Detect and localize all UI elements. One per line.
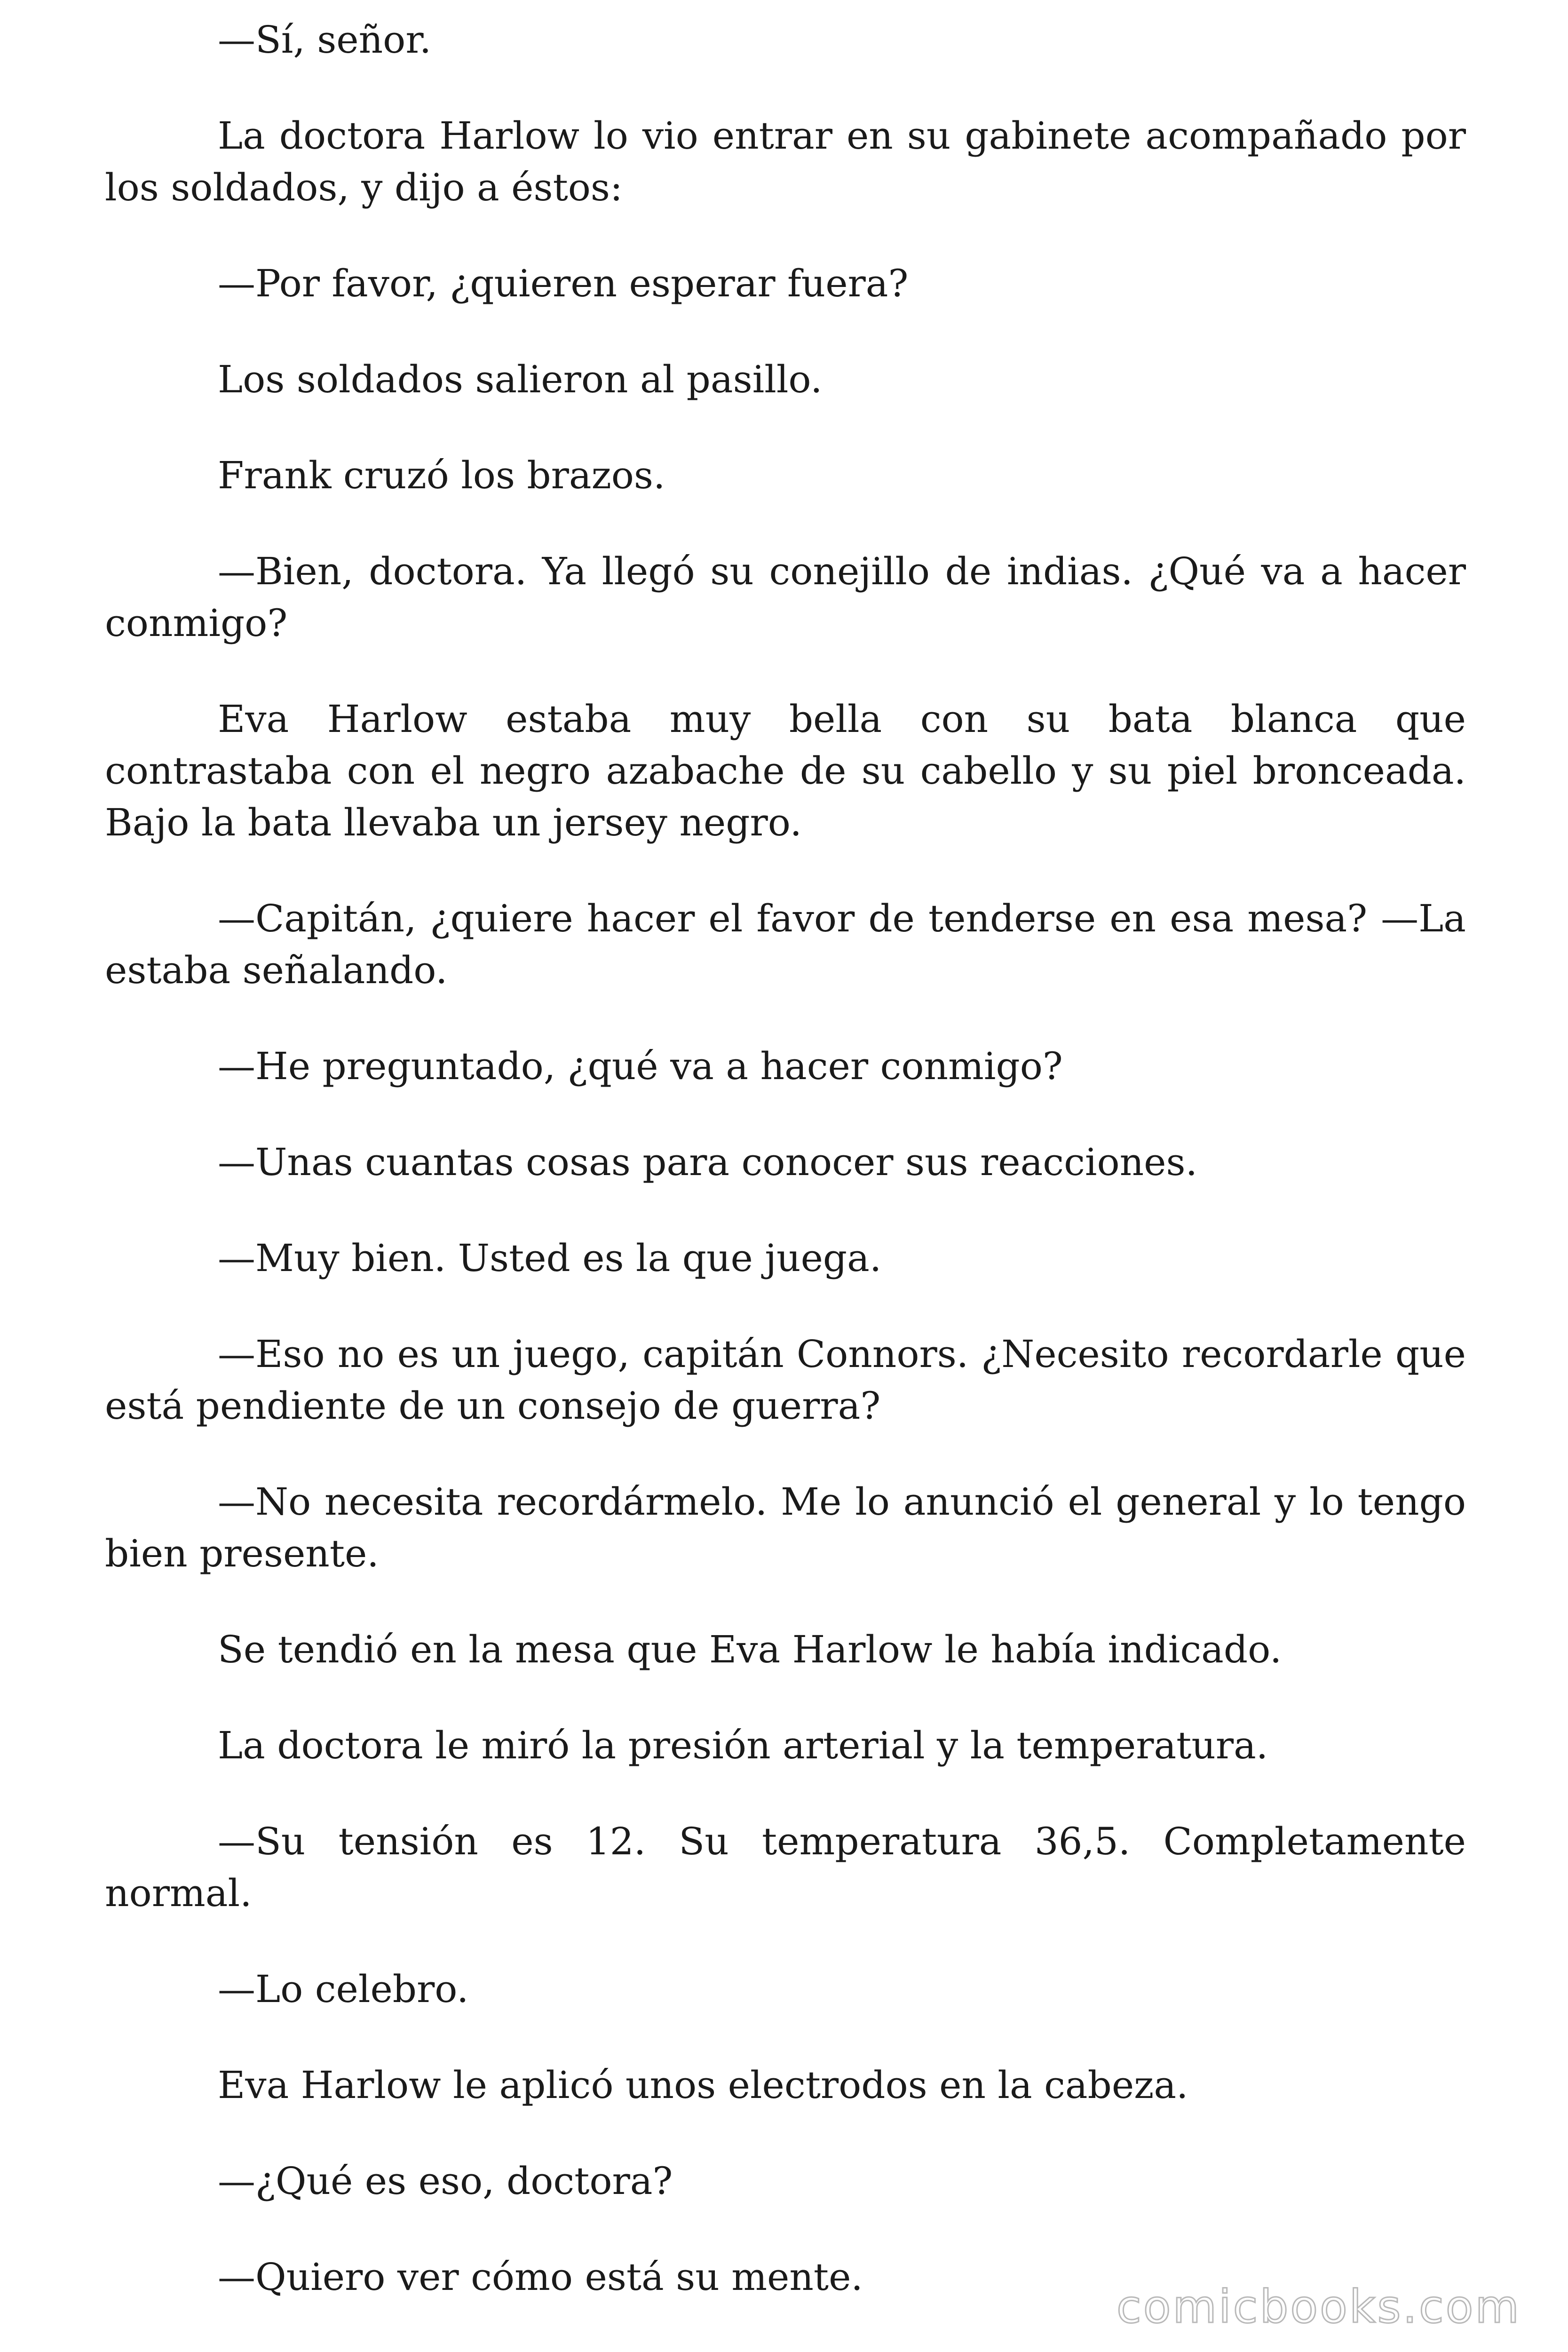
paragraph: Frank cruzó los brazos.: [218, 453, 665, 497]
paragraph: —Bien, doctora. Ya llegó su conejillo de indias. ¿Qué va a hacer conmigo?: [105, 549, 1466, 645]
paragraph: —Unas cuantas cosas para conocer sus reacciones.: [218, 1140, 1198, 1184]
paragraph: —He preguntado, ¿qué va a hacer conmigo?: [218, 1044, 1063, 1088]
paragraph: La doctora le miró la presión arterial y la temperatura.: [218, 1724, 1268, 1767]
paragraph: La doctora Harlow lo vio entrar en su gabinete acompañado por los soldados, y dijo a éstos:: [105, 114, 1466, 209]
paragraph: —¿Qué es eso, doctora?: [218, 2159, 673, 2203]
paragraph: —Por favor, ¿quieren esperar fuera?: [218, 262, 909, 305]
page-text: [105, 14, 1466, 2303]
paragraph: Los soldados salieron al pasillo.: [218, 358, 823, 401]
paragraph: Eva Harlow le aplicó unos electrodos en la cabeza.: [218, 2063, 1188, 2107]
paragraph: —Lo celebro.: [218, 1967, 469, 2011]
paragraph: Se tendió en la mesa que Eva Harlow le había indicado.: [218, 1628, 1282, 1671]
paragraph: —Sí, señor.: [218, 18, 432, 62]
paragraph: —Capitán, ¿quiere hacer el favor de tenderse en esa mesa? —La estaba señalando.: [105, 897, 1466, 992]
watermark-logo: comicbooks.com: [1116, 2280, 1521, 2333]
paragraph: —Eso no es un juego, capitán Connors. ¿Necesito recordarle que está pendiente de un consejo de guerra?: [105, 1332, 1466, 1428]
paragraph: —Quiero ver cómo está su mente.: [218, 2255, 863, 2299]
paragraph: —Su tensión es 12. Su temperatura 36,5. Completamente normal.: [105, 1820, 1466, 1915]
paragraph: —No necesita recordármelo. Me lo anunció el general y lo tengo bien presente.: [105, 1480, 1466, 1575]
paragraph: Eva Harlow estaba muy bella con su bata blanca que contrastaba con el negro azabache de su cabello y su piel bronceada. Bajo la bata llevaba un jersey negro.: [105, 697, 1466, 844]
paragraph: —Muy bien. Usted es la que juega.: [218, 1236, 882, 1280]
